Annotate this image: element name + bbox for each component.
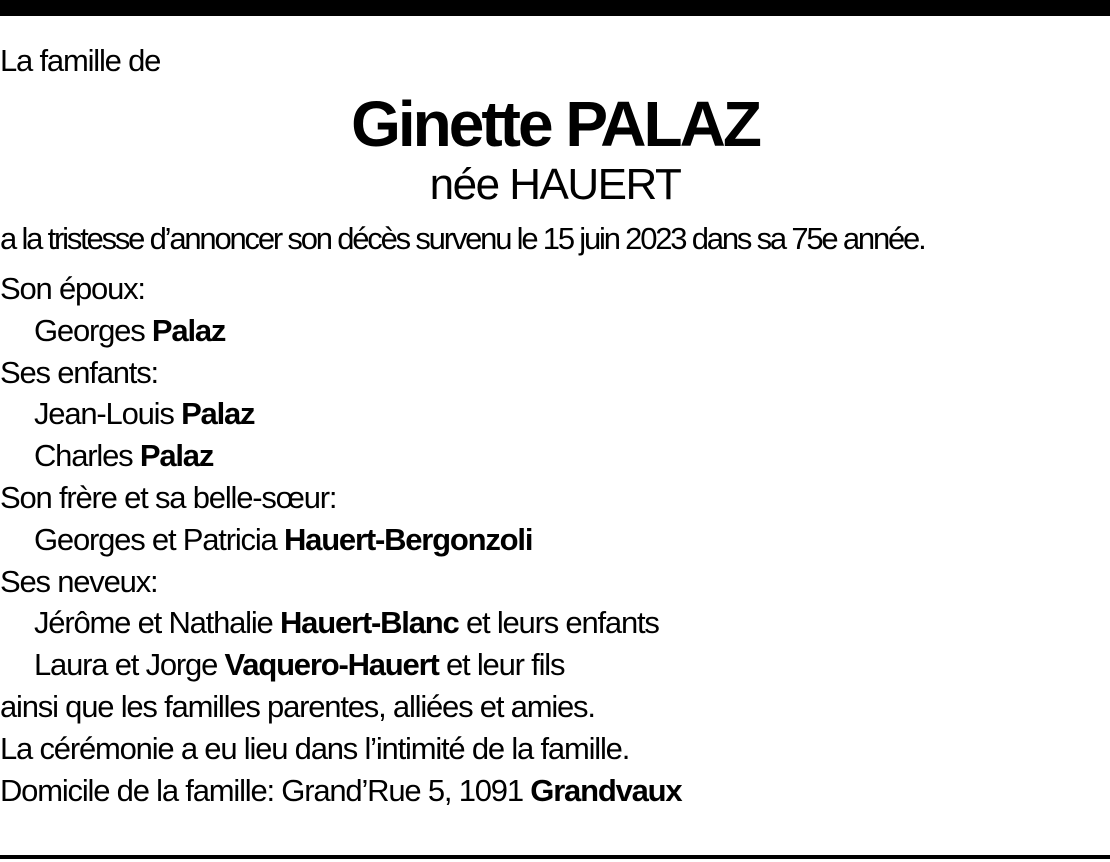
domicile-address: Domicile de la famille: Grand’Rue 5, 1091 bbox=[0, 772, 531, 808]
relative-entry bbox=[0, 602, 1110, 644]
relatives-heading-nephews: Ses neveux: bbox=[0, 563, 158, 599]
domicile-town: Grandvaux bbox=[530, 772, 682, 808]
ceremony-text: La cérémonie a eu lieu dans l’intimité de la famille. bbox=[0, 730, 630, 766]
relative-entry bbox=[0, 519, 1110, 561]
relative-entry bbox=[0, 644, 1110, 686]
relative-surname: Hauert-Bergonzoli bbox=[283, 521, 533, 557]
relative-surname: Palaz bbox=[139, 438, 214, 474]
relative-surname: Palaz bbox=[151, 312, 226, 348]
obituary-notice bbox=[0, 40, 1110, 811]
domicile-line bbox=[0, 770, 1110, 812]
relatives-heading-spouse: Son époux: bbox=[0, 271, 145, 306]
relative-suffix: et leur fils bbox=[438, 647, 565, 683]
intro-text: La famille de bbox=[0, 43, 161, 78]
relative-entry bbox=[0, 435, 1110, 477]
top-border-rule bbox=[0, 0, 1110, 16]
relative-surname: Vaquero-Hauert bbox=[224, 647, 439, 683]
relative-entry bbox=[0, 393, 1110, 435]
deceased-name: Ginette PALAZ bbox=[351, 88, 759, 160]
relatives-heading-siblings: Son frère et sa belle-sœur: bbox=[0, 479, 337, 515]
relative-given-names: Jean-Louis bbox=[34, 396, 182, 432]
relative-given-names: Jérôme et Nathalie bbox=[34, 605, 280, 641]
relative-given-names: Charles bbox=[34, 438, 140, 474]
bottom-border-rule bbox=[0, 855, 1110, 859]
relative-given-names: Laura et Jorge bbox=[34, 647, 225, 683]
maiden-name: née HAUERT bbox=[429, 160, 681, 209]
relative-entry bbox=[0, 310, 1110, 352]
relatives-heading-children: Ses enfants: bbox=[0, 354, 158, 390]
relative-surname: Hauert-Blanc bbox=[280, 605, 459, 641]
closing-families-text: ainsi que les familles parentes, alliées et amies. bbox=[0, 688, 595, 724]
relatives-list bbox=[0, 268, 1110, 811]
relative-given-names: Georges et Patricia bbox=[34, 521, 284, 557]
relative-surname: Palaz bbox=[181, 396, 255, 432]
relative-given-names: Georges bbox=[34, 312, 152, 348]
announcement-text: a la tristesse d’annoncer son décès survenu le 15 juin 2023 dans sa 75e année. bbox=[0, 221, 925, 256]
relative-suffix: et leurs enfants bbox=[458, 605, 659, 641]
